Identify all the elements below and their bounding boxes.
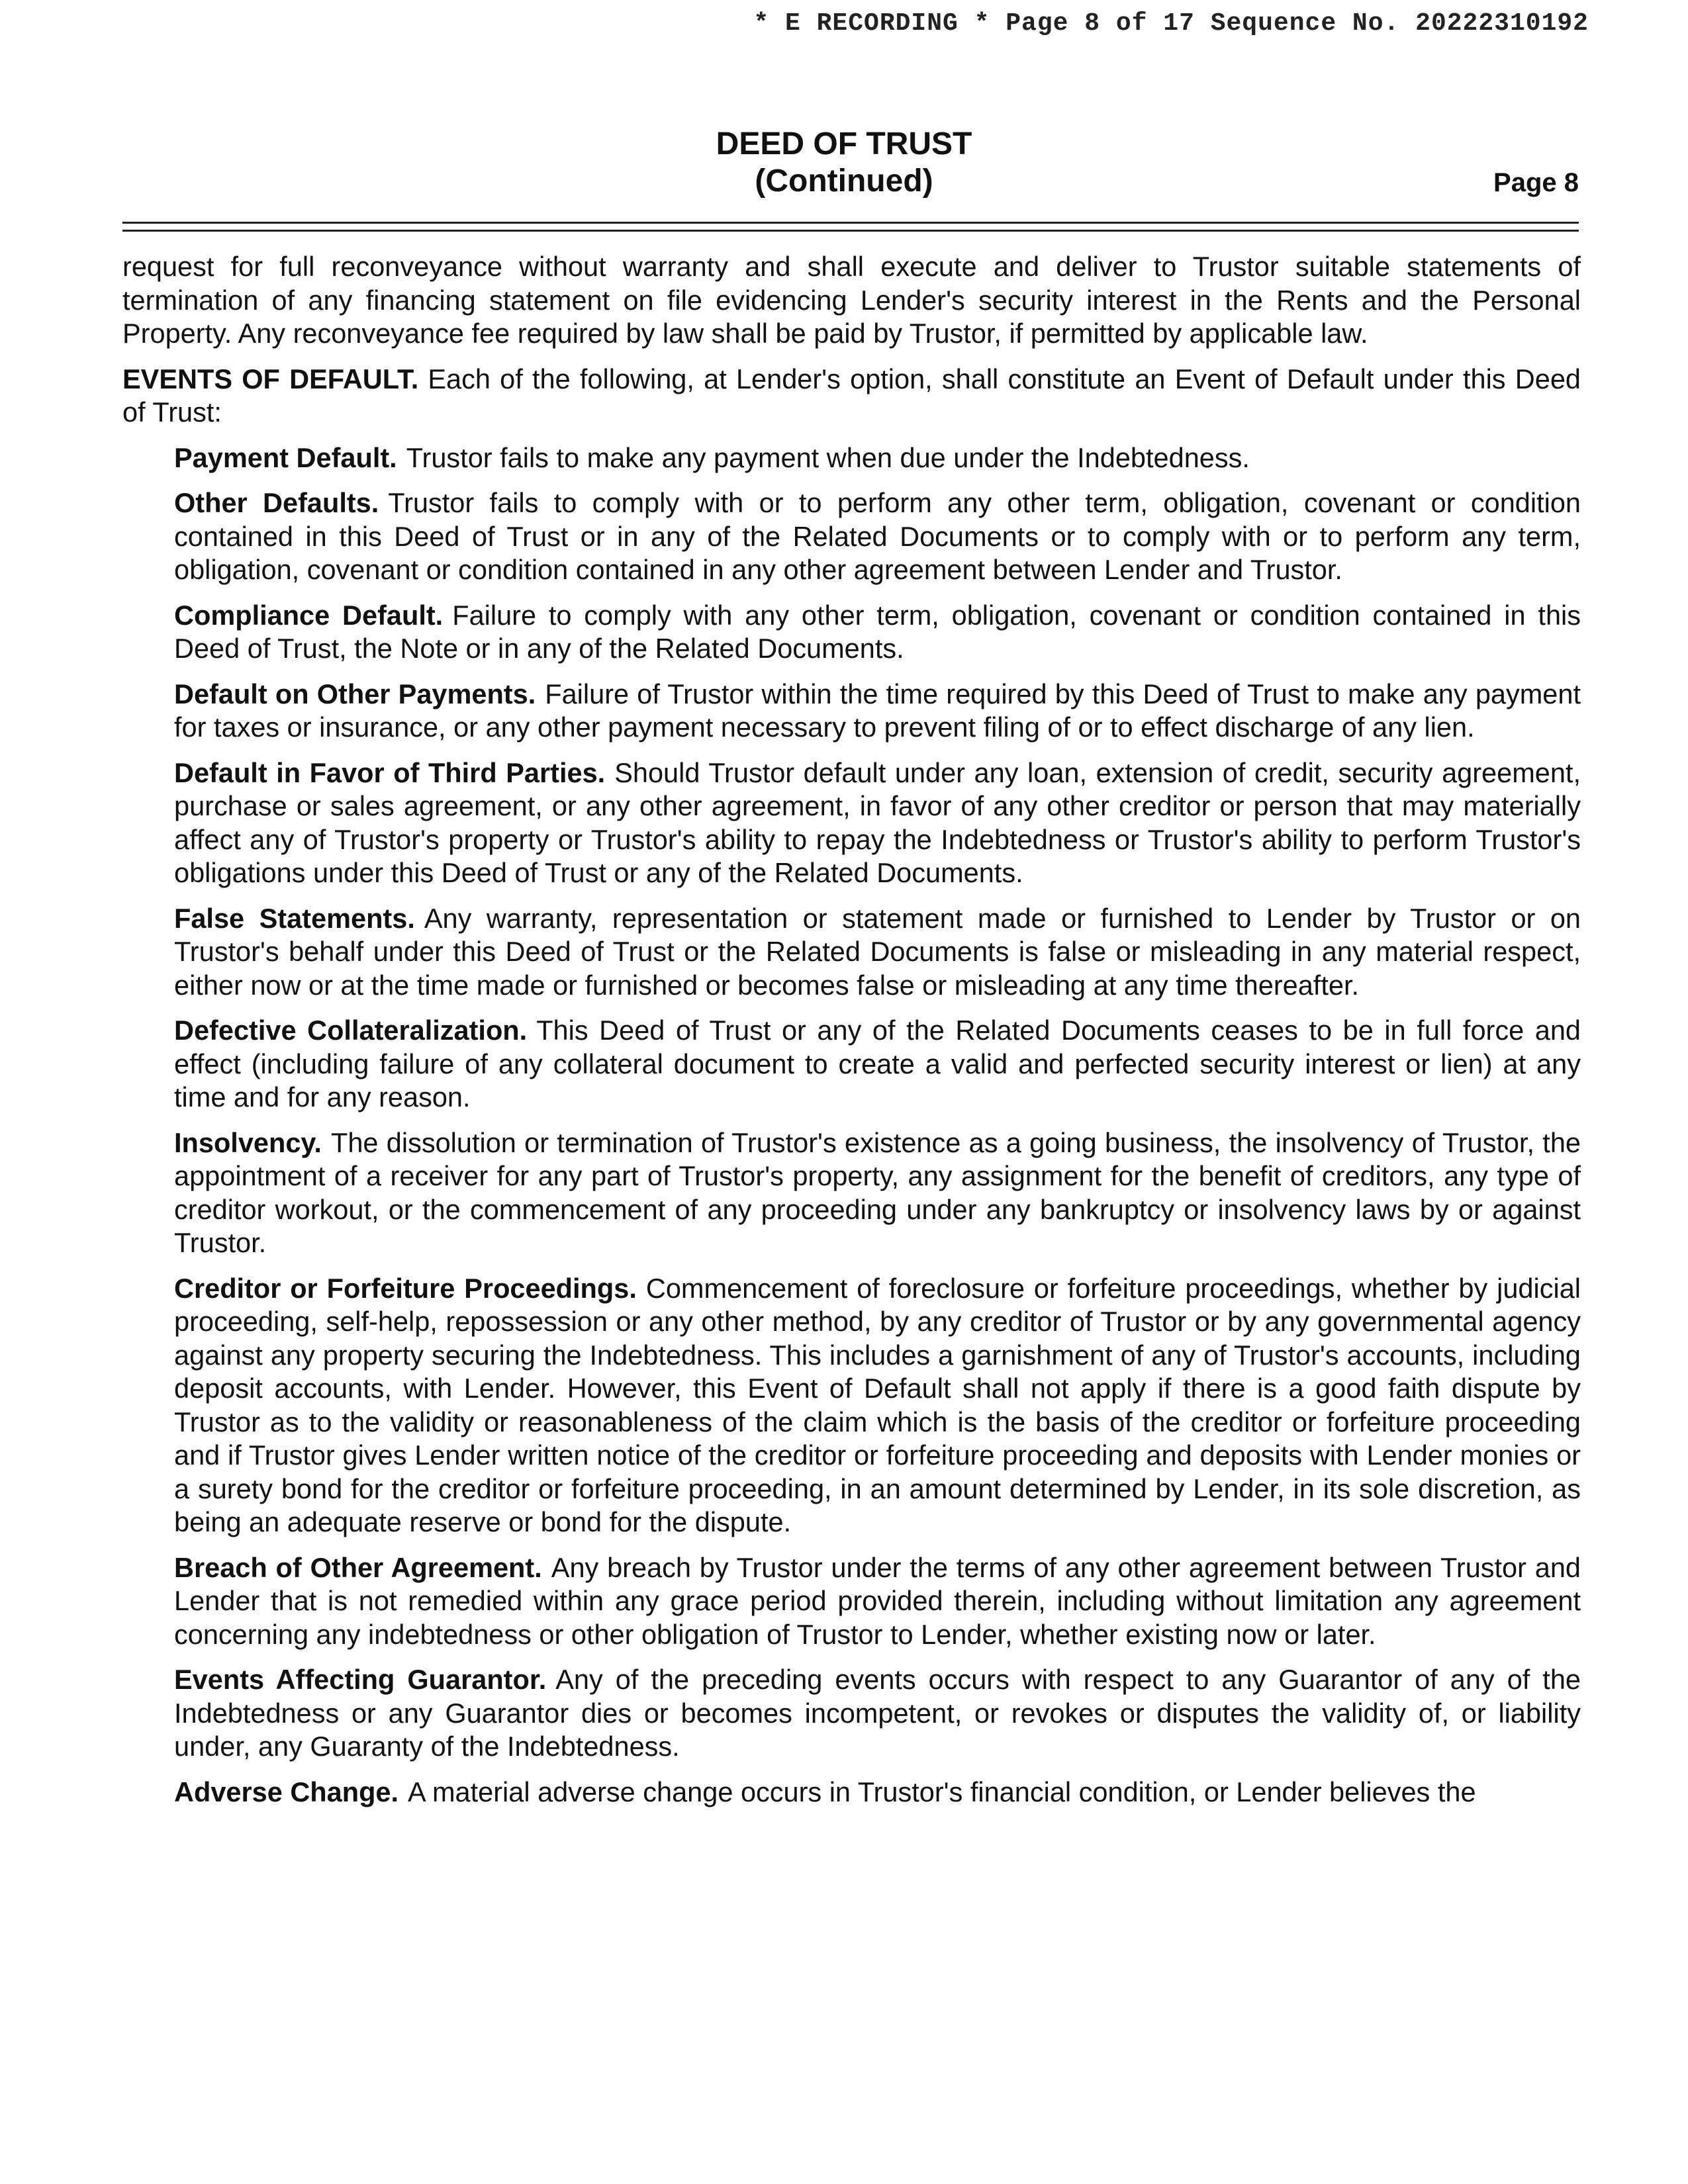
section-default-in-favor-of-third-parties (174, 756, 1581, 890)
section-text: Should Trustor default under any loan, extension of credit, security agreement, purchase or sales agreement, or any other agreement, in favor of any other creditor or person that may materially affect any of Trustor's property or Trustor's ability to repay the Indebtedness or Trustor's ability to perform Trustor's obligations under this Deed of Trust or any of the Related Documents. (174, 756, 1581, 888)
section-insolvency (174, 1126, 1581, 1260)
page-number: Page 8 (1493, 168, 1579, 197)
events-of-default-heading: EVENTS OF DEFAULT. (122, 363, 419, 394)
section-compliance-default (174, 599, 1581, 666)
section-heading: False Statements. (174, 902, 415, 934)
section-text: Commencement of foreclosure or forfeiture proceedings, whether by judicial proceeding, self-help, repossession or any other method, by any creditor of Trustor or by any governmental agency against any property securing the Indebtedness. This includes a garnishment of any of Trustor's accounts, including deposit accounts, with Lender. However, this Event of Default shall not apply if there is a good faith dispute by Trustor as to the validity or reasonableness of the claim which is the basis of the creditor or forfeiture proceeding and if Trustor gives Lender written notice of the creditor or forfeiture proceeding and deposits with Lender monies or a surety bond for the creditor or forfeiture proceeding, in an amount determined by Lender, in its sole discretion, as being an adequate reserve or bond for the dispute. (174, 1272, 1581, 1537)
section-heading: Adverse Change. (174, 1776, 399, 1807)
header-divider-bottom (122, 230, 1579, 232)
section-breach-of-other-agreement (174, 1551, 1581, 1652)
section-text: Failure of Trustor within the time required by this Deed of Trust to make any payment for taxes or insurance, or any other payment necessary to prevent filing of or to effect discharge of any lien. (174, 678, 1581, 743)
section-payment-default (174, 441, 1581, 475)
section-heading: Creditor or Forfeiture Proceedings. (174, 1272, 637, 1304)
document-title: DEED OF TRUST (716, 126, 972, 161)
section-heading: Default on Other Payments. (174, 678, 536, 709)
events-of-default-paragraph (122, 363, 1581, 430)
section-text: Failure to comply with any other term, obligation, covenant or condition contained in this Deed of Trust, the Note or in any of the Related Documents. (174, 599, 1581, 664)
intro-paragraph: request for full reconveyance without warranty and shall execute and deliver to Trustor suitable statements of termination of any financing statement on file evidencing Lender's security interest in the Rents and the Personal Property. Any reconveyance fee required by law shall be paid by Trustor, if permitted by applicable law. (122, 251, 1581, 349)
section-text: Any breach by Trustor under the terms of any other agreement between Trustor and Lender that is not remedied within any grace period provided therein, including without limitation any agreement concerning any indebtedness or other obligation of Trustor to Lender, whether existing now or later. (174, 1551, 1581, 1650)
section-text: Any of the preceding events occurs with respect to any Guarantor of any of the Indebtedness or any Guarantor dies or becomes incompetent, or revokes or disputes the validity of, or liability under, any Guaranty of the Indebtedness. (174, 1664, 1581, 1762)
section-text: The dissolution or termination of Trustor's existence as a going business, the insolvency of Trustor, the appointment of a receiver for any part of Trustor's property, any assignment for the benefit of creditors, any type of creditor workout, or the commencement of any proceeding under any bankruptcy or insolvency laws by or against Trustor. (174, 1126, 1581, 1258)
section-heading: Default in Favor of Third Parties. (174, 756, 606, 788)
document-subtitle: (Continued) (755, 163, 933, 199)
section-defective-collateralization (174, 1014, 1581, 1115)
section-heading: Insolvency. (174, 1126, 322, 1158)
section-text: Trustor fails to make any payment when due under the Indebtedness. (406, 441, 1250, 473)
recording-stamp: * E RECORDING * Page 8 of 17 Sequence No. 20222310192 (753, 9, 1589, 38)
section-heading: Compliance Default. (174, 599, 444, 631)
section-heading: Payment Default. (174, 441, 397, 473)
document-body (122, 250, 1581, 1821)
section-heading: Other Defaults. (174, 487, 379, 518)
section-events-affecting-guarantor (174, 1663, 1581, 1764)
section-adverse-change (174, 1776, 1581, 1809)
section-heading: Breach of Other Agreement. (174, 1551, 542, 1583)
section-text: Trustor fails to comply with or to perform any other term, obligation, covenant or condition contained in this Deed of Trust or in any of the Related Documents or to comply with or to perform any term, obligation, covenant or condition contained in any other agreement between Lender and Trustor. (174, 487, 1581, 585)
section-default-on-other-payments (174, 678, 1581, 745)
section-false-statements (174, 902, 1581, 1003)
section-text: This Deed of Trust or any of the Related Documents ceases to be in full force and effect (including failure of any collateral document to create a valid and perfected security interest or lien) at any time and for any reason. (174, 1015, 1581, 1113)
section-text: A material adverse change occurs in Trustor's financial condition, or Lender believes the (408, 1776, 1476, 1807)
header-divider-top (122, 222, 1579, 224)
section-heading: Events Affecting Guarantor. (174, 1664, 547, 1695)
section-text: Any warranty, representation or statement made or furnished to Lender by Trustor or on Trustor's behalf under this Deed of Trust or the Related Documents is false or misleading in any material respect, either now or at the time made or furnished or becomes false or misleading at any time thereafter. (174, 902, 1581, 1001)
section-heading: Defective Collateralization. (174, 1015, 528, 1046)
section-other-defaults (174, 486, 1581, 587)
events-of-default-intro: Each of the following, at Lender's option, shall constitute an Event of Default under this Deed of Trust: (122, 363, 1581, 428)
section-creditor-or-forfeiture-proceedings (174, 1272, 1581, 1539)
